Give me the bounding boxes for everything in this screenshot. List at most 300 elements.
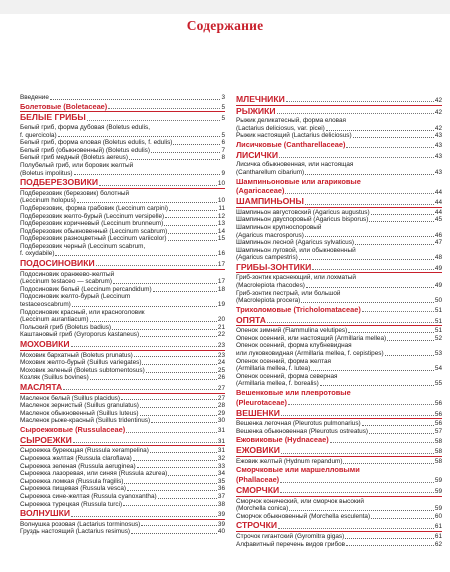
toc-entry-line: Подосиновик красный, или красноголовик [20,308,145,316]
dot-leader [140,415,217,416]
dot-leader [127,490,217,491]
dot-leader [299,259,434,260]
page-number: 60 [434,512,442,520]
toc-section-heading[interactable] [236,187,442,196]
entry-title: (Cantharellum cibarium) [236,168,305,176]
toc-column-right [236,94,442,548]
dot-leader [286,101,434,102]
entry-title: Каштановый гриб (Gyroporus kastaneus) [20,331,140,339]
toc-entry-line: Подберезовик (березовик) болотный [20,189,130,197]
top-band [0,0,450,14]
dot-leader [169,210,217,211]
page-number: 17 [217,278,225,286]
toc-entry[interactable] [20,528,225,536]
dot-leader [387,340,434,341]
toc-entry[interactable] [236,513,442,521]
heading-title: СМОРЧКИ [236,484,280,495]
entry-title: Белый гриб, форма еловая (Boletus edulis, f. edulis) [20,139,173,147]
dot-leader [305,236,434,237]
page-number: 15 [217,235,225,243]
dot-leader [164,225,217,226]
heading-title: ВЕШЕНКИ [236,407,280,418]
dot-leader [142,364,216,365]
entry-title: Козляк (Suillus bovines) [20,374,89,382]
page-number: 31 [217,427,225,435]
entry-title: (Lactarius deliciosus, var. picei) [236,124,325,132]
toc-entry[interactable] [236,505,442,513]
toc-section-heading[interactable] [20,103,225,113]
entry-title: Моховик зеленый (Boletus subtomentosus) [20,366,145,374]
toc-section-heading[interactable] [236,151,442,161]
toc-entry[interactable] [20,417,225,425]
page-number: 12 [217,212,225,220]
heading-title: БЕЛЫЕ ГРИБЫ [20,112,86,123]
dot-leader [87,120,221,121]
entry-title: или луковковидная (Armillaria mellea, f. cepistipes) [236,350,384,358]
toc-entry[interactable] [236,380,442,388]
entry-title: (Agaricus macrosporus) [236,231,304,239]
heading-title: Сыроежковые (Russulaceae) [20,424,126,434]
heading-title: СЫРОЕЖКИ [20,434,72,445]
page-number: 39 [217,520,225,528]
page-number: 56 [434,420,442,428]
page-number: 34 [217,470,225,478]
entry-title: Подберезовик коричневый (Leccinum brunneum) [20,220,164,228]
entry-title: Волнушка розовая (Lactarius torminosus) [20,520,141,528]
page-number: 37 [217,492,225,500]
page-number: 51 [434,327,442,335]
heading-title: ОПЯТА [236,314,266,325]
toc-entry[interactable] [20,278,225,286]
entry-title: Опенок осенний, или настоящий (Armillaria mellea) [236,334,387,342]
toc-entry[interactable] [20,367,225,375]
toc-section-heading[interactable] [20,113,225,123]
dot-leader [134,356,217,357]
toc-section-heading[interactable] [236,263,442,274]
entry-title: (Leccinum aurantiacum) [20,316,89,324]
entry-title: Масленок рыже-красный (Suillus tridentinus) [20,417,151,425]
toc-section-heading[interactable] [236,399,442,408]
entry-title: testaceoscabrum) [20,301,71,309]
heading-title: (Phallaceae) [236,475,280,485]
toc-entry[interactable] [20,470,225,478]
page-number: 58 [434,437,442,445]
toc-entry[interactable] [20,331,225,339]
page-number: 17 [217,261,225,269]
entry-title: Масленок белый (Suillus placidus) [20,394,120,402]
heading-title: Вешенковые или плевротовые [236,388,351,397]
dot-leader [55,255,216,256]
page-number: 27 [217,384,225,392]
toc-section-heading[interactable] [20,178,225,189]
page-number: 9 [221,169,225,177]
toc-entry[interactable] [20,402,225,410]
page-number: 56 [434,410,442,418]
toc-entry[interactable] [236,282,442,290]
dot-leader [165,217,217,218]
heading-title: СТРОЧКИ [236,520,278,531]
toc-section-heading[interactable] [20,340,225,351]
heading-title: Трихоломовые (Tricholomataceae) [236,304,361,314]
entry-title: f. oxydabile) [20,250,55,258]
dot-leader [131,533,217,534]
dot-leader [330,442,434,443]
entry-title: Сыроежка желтая (Russula claroflava) [20,454,132,462]
dot-leader [362,425,434,426]
heading-title: ЕЖОВИКИ [236,445,280,456]
entry-title: (Agaricus campestris) [236,254,298,262]
dot-leader [305,174,434,175]
dot-leader [90,321,217,322]
toc-entry[interactable] [20,455,225,463]
dot-leader [140,407,217,408]
toc-section-heading[interactable] [20,383,225,394]
toc-section-heading[interactable] [20,509,225,520]
toc-entry[interactable] [20,485,225,493]
entry-title: (Leccinum holopus) [20,197,76,205]
dot-leader [346,147,433,148]
toc-entry[interactable] [236,428,442,436]
toc-entry-line: Гриб-зонтик пестрый, или большой [236,289,341,297]
entry-title: Подберезовик желто-бурый (Leccinum versipelle) [20,212,165,220]
dot-leader [280,482,434,483]
dot-leader [168,240,217,241]
heading-title: ПОДОСИНОВИКИ [20,258,95,269]
entry-title: Масленок зернистый (Suillus granulatus) [20,402,139,410]
toc-entry[interactable] [20,501,225,509]
toc-entry[interactable] [236,541,442,549]
page-number: 53 [434,350,442,358]
page-number: 44 [434,208,442,216]
entry-title: (Armillaria mellea, f. lutea) [236,365,311,373]
heading-title: ЛИСИЧКИ [236,149,279,160]
entry-title: (Armillaria mellea, f. borealis) [236,380,319,388]
page-number: 25 [217,366,225,374]
dot-leader [112,329,217,330]
heading-title: (Agaricaceae) [236,186,285,196]
page-number: 30 [217,417,225,425]
toc-section-heading[interactable] [20,426,225,435]
page-number: 27 [217,394,225,402]
page-number: 22 [217,331,225,339]
toc-entry[interactable] [20,359,225,367]
page-number: 51 [434,317,442,325]
dot-leader [353,137,434,138]
toc-entry[interactable] [236,132,442,140]
page-number: 42 [434,108,442,116]
dot-leader [141,525,217,526]
page-number: 31 [217,447,225,455]
dot-leader [362,311,434,312]
dot-leader [50,99,221,100]
toc-entry[interactable] [20,220,225,228]
dot-leader [151,152,220,153]
heading-title: Ежовиковые (Hydnaceae) [236,435,329,445]
page-number: 21 [217,323,225,331]
toc-section-heading[interactable] [236,476,442,485]
dot-leader [320,385,434,386]
toc-entry[interactable] [20,205,225,213]
dot-leader [63,389,217,390]
page-number: 58 [434,457,442,465]
page-number: 23 [217,351,225,359]
toc-entry[interactable] [20,235,225,243]
toc-entry[interactable] [20,250,225,258]
page-number: 62 [434,540,442,548]
page-number: 44 [434,199,442,207]
heading-title: ПОДБЕРЕЗОВИКИ [20,177,99,188]
dot-leader [140,336,217,337]
dot-leader [146,372,217,373]
page-number: 46 [434,231,442,239]
entry-title: Сморчок обыкновенный (Morchella esculenta) [236,512,371,520]
heading-title: МЛЕЧНИКИ [236,94,285,104]
dot-leader [278,528,434,529]
toc-section-heading[interactable] [236,306,442,315]
dot-leader [281,453,434,454]
entry-title: Сыроежка буреющая (Russula xerampelina) [20,447,149,455]
heading-title: Болетовые (Boletaceae) [20,101,108,111]
toc-entry-line: Рыжик деликатесный, форма еловая [236,117,346,125]
toc-entry-line: Лисичка обыкновенная, или настоящая [236,161,354,169]
toc-section-heading[interactable] [236,521,442,532]
toc-section-heading[interactable] [236,466,442,475]
page-number: 54 [434,365,442,373]
page-number: 51 [434,307,442,315]
toc-entry[interactable] [20,316,225,324]
toc-section-heading[interactable] [236,107,442,117]
page-number: 18 [217,285,225,293]
toc-entry[interactable] [236,216,442,224]
heading-title: Сморчковые или маршелловыми [236,465,360,475]
toc-entry-line: Сморчок конический, или сморчок высокий [236,497,364,505]
toc-entry-line: Шампиньон крупноспоровый [236,223,322,231]
toc-entry[interactable] [20,170,225,178]
dot-leader [151,422,217,423]
toc-section-heading[interactable] [236,389,442,398]
toc-section-heading[interactable] [236,436,442,445]
entry-title: Сыроежка турецкая (Russula turci) [20,500,123,508]
toc-entry[interactable] [236,350,442,358]
page-number: 5 [221,103,225,111]
toc-entry[interactable] [236,420,442,428]
toc-entry[interactable] [20,139,225,147]
dot-leader [99,185,217,186]
entry-title: Польский гриб (Boletus badius) [20,323,112,331]
dot-leader [289,510,434,511]
dot-leader [158,498,217,499]
page-number: 52 [434,334,442,342]
toc-entry[interactable] [236,169,442,177]
dot-leader [168,233,217,234]
toc-section-heading[interactable] [236,178,442,187]
heading-title: ШАМПИНЬОНЫ [236,196,304,207]
dot-leader [305,204,434,205]
dot-leader [153,291,217,292]
toc-entry[interactable] [236,297,442,305]
toc-section-heading[interactable] [236,446,442,457]
dot-leader [74,174,221,175]
dot-leader [288,404,434,405]
toc-entry[interactable] [236,458,442,466]
page-number: 16 [217,250,225,258]
entry-title: (Boletus impolitus) [20,169,73,177]
toc-section-heading[interactable] [236,95,442,106]
toc-entry-line: Подосиновик желто-бурый (Leccinum [20,293,131,301]
page-number: 6 [221,139,225,147]
dot-leader [58,136,221,137]
page-number: 23 [217,342,225,350]
entry-title: Строчок гигантский (Gyromitra gigas) [236,532,345,540]
toc-entry[interactable] [20,478,225,486]
dot-leader [173,144,220,145]
page-number: 38 [217,500,225,508]
dot-leader [150,452,217,453]
toc-entry-line: Полубелый гриб, или боровик желтый [20,161,134,169]
page-number: 61 [434,523,442,531]
dot-leader [77,202,217,203]
toc-section-heading[interactable] [236,486,442,497]
heading-title: Лисичковые (Cantharellaceae) [236,139,346,149]
toc-entry[interactable] [236,365,442,373]
page-number: 39 [217,511,225,519]
dot-leader [71,516,217,517]
dot-leader [312,269,434,270]
page-number: 33 [217,462,225,470]
toc-entry-line: Белый гриб, форма дубовая (Boletus edulis, [20,123,150,131]
entry-title: Рыжик настоящий (Lactarius deliciosus) [236,132,352,140]
toc-column-left [20,94,225,536]
toc-entry[interactable] [20,154,225,162]
page-number: 59 [434,505,442,513]
entry-title: Вешенка обыкновенная (Pleurotus ostreatus) [236,427,369,435]
page-number: 49 [434,282,442,290]
entry-title: Шампиньон августовский (Agaricus augustus) [236,208,370,216]
page-number: 44 [434,188,442,196]
toc-entry[interactable] [20,493,225,501]
toc-entry[interactable] [236,232,442,240]
page-number: 24 [217,359,225,367]
dot-leader [355,244,434,245]
toc-entry[interactable] [20,447,225,455]
toc-section-heading[interactable] [20,259,225,270]
toc-entry[interactable] [20,301,225,309]
toc-entry[interactable] [20,213,225,221]
dot-leader [113,283,217,284]
dot-leader [371,214,434,215]
heading-title: (Pleurotaceae) [236,397,287,407]
dot-leader [129,159,220,160]
page-number: 32 [217,454,225,462]
heading-title: МАСЛЯТА [20,381,63,392]
dot-leader [281,415,434,416]
page-number: 14 [217,227,225,235]
dot-leader [311,370,434,371]
dot-leader [343,463,433,464]
dot-leader [71,346,217,347]
toc-entry[interactable] [20,197,225,205]
entry-title: Подберезовик, форма грабовик (Leccinum carpini) [20,204,169,212]
entry-title: f. quercicola) [20,131,57,139]
toc-entry[interactable] [236,327,442,335]
dot-leader [306,287,434,288]
entry-title: (Leccinum testaceo — scabrum) [20,278,112,286]
entry-title: Моховик желто-бурый (Suillus variegates) [20,359,142,367]
toc-entry[interactable] [20,463,225,471]
page-number: 5 [221,131,225,139]
entry-title: Шампиньон лесной (Agaricus sylvaticus) [236,239,355,247]
dot-leader [280,492,434,493]
toc-section-heading[interactable] [236,316,442,327]
toc-entry[interactable] [20,374,225,382]
dot-leader [72,306,217,307]
page-number: 10 [217,197,225,205]
toc-entry[interactable] [236,254,442,262]
entry-title: Ежовик желтый (Hydnum repandum) [236,457,343,465]
heading-title: РЫЖИКИ [236,105,276,116]
dot-leader [277,113,434,114]
entry-title: Подберезовик разноцветный (Leccinum variicolor) [20,235,167,243]
dot-leader [267,322,434,323]
entry-title: Подберезовик обыкновенный (Leccinum scabrum) [20,227,168,235]
toc-section-heading[interactable] [236,197,442,208]
page-number: 56 [434,400,442,407]
heading-title: ГРИБЫ-ЗОНТИКИ [236,261,312,272]
toc-entry[interactable] [236,239,442,247]
entry-title: Сыроежка пищевая (Russula vesca) [20,485,127,493]
page-number: 43 [434,132,442,140]
page-number: 43 [434,168,442,176]
page-number: 10 [217,180,225,188]
toc-entry[interactable] [20,94,225,102]
dot-leader [301,302,434,303]
toc-section-heading[interactable] [20,436,225,447]
toc-section-heading[interactable] [236,141,442,150]
dot-leader [90,379,217,380]
entry-title: Груздь настоящий (Lactarius resimus) [20,528,131,536]
page-title: Содержание [186,18,264,33]
page-number: 47 [434,239,442,247]
dot-leader [385,355,434,356]
toc-entry[interactable] [236,533,442,541]
dot-leader [279,157,434,158]
dot-leader [369,221,434,222]
dot-leader [133,460,217,461]
page-number: 40 [217,528,225,536]
page-number: 3 [221,94,225,101]
toc-entry-line: Гриб-зонтик краснеющий, или лохматый [236,274,356,282]
heading-title: Шампиньоновые или агариковые [236,176,361,186]
dot-leader [126,432,217,433]
dot-leader [346,545,434,546]
entry-title: Сыроежка ломкая (Russula fragilis) [20,477,124,485]
page-number: 50 [434,297,442,305]
toc-entry-line: Подберезовик черный (Leccinum scabrum, [20,242,146,250]
page-number: 13 [217,220,225,228]
page-number: 57 [434,427,442,435]
toc-entry-line: Опенок осенний, форма клубневидная [236,342,352,350]
page-number: 28 [217,402,225,410]
page-number: 58 [434,448,442,456]
toc-section-heading[interactable] [236,409,442,420]
entry-title: Шампиньон двуспоровый (Agaricus bisporus) [236,216,369,224]
page-number: 42 [434,97,442,104]
toc-entry-line: Опенок осенний, форма желтая [236,357,331,365]
dot-leader [137,467,217,468]
page-number: 11 [218,204,225,212]
dot-leader [326,130,434,131]
toc-entry-line: Опенок осенний, форма северная [236,372,338,380]
